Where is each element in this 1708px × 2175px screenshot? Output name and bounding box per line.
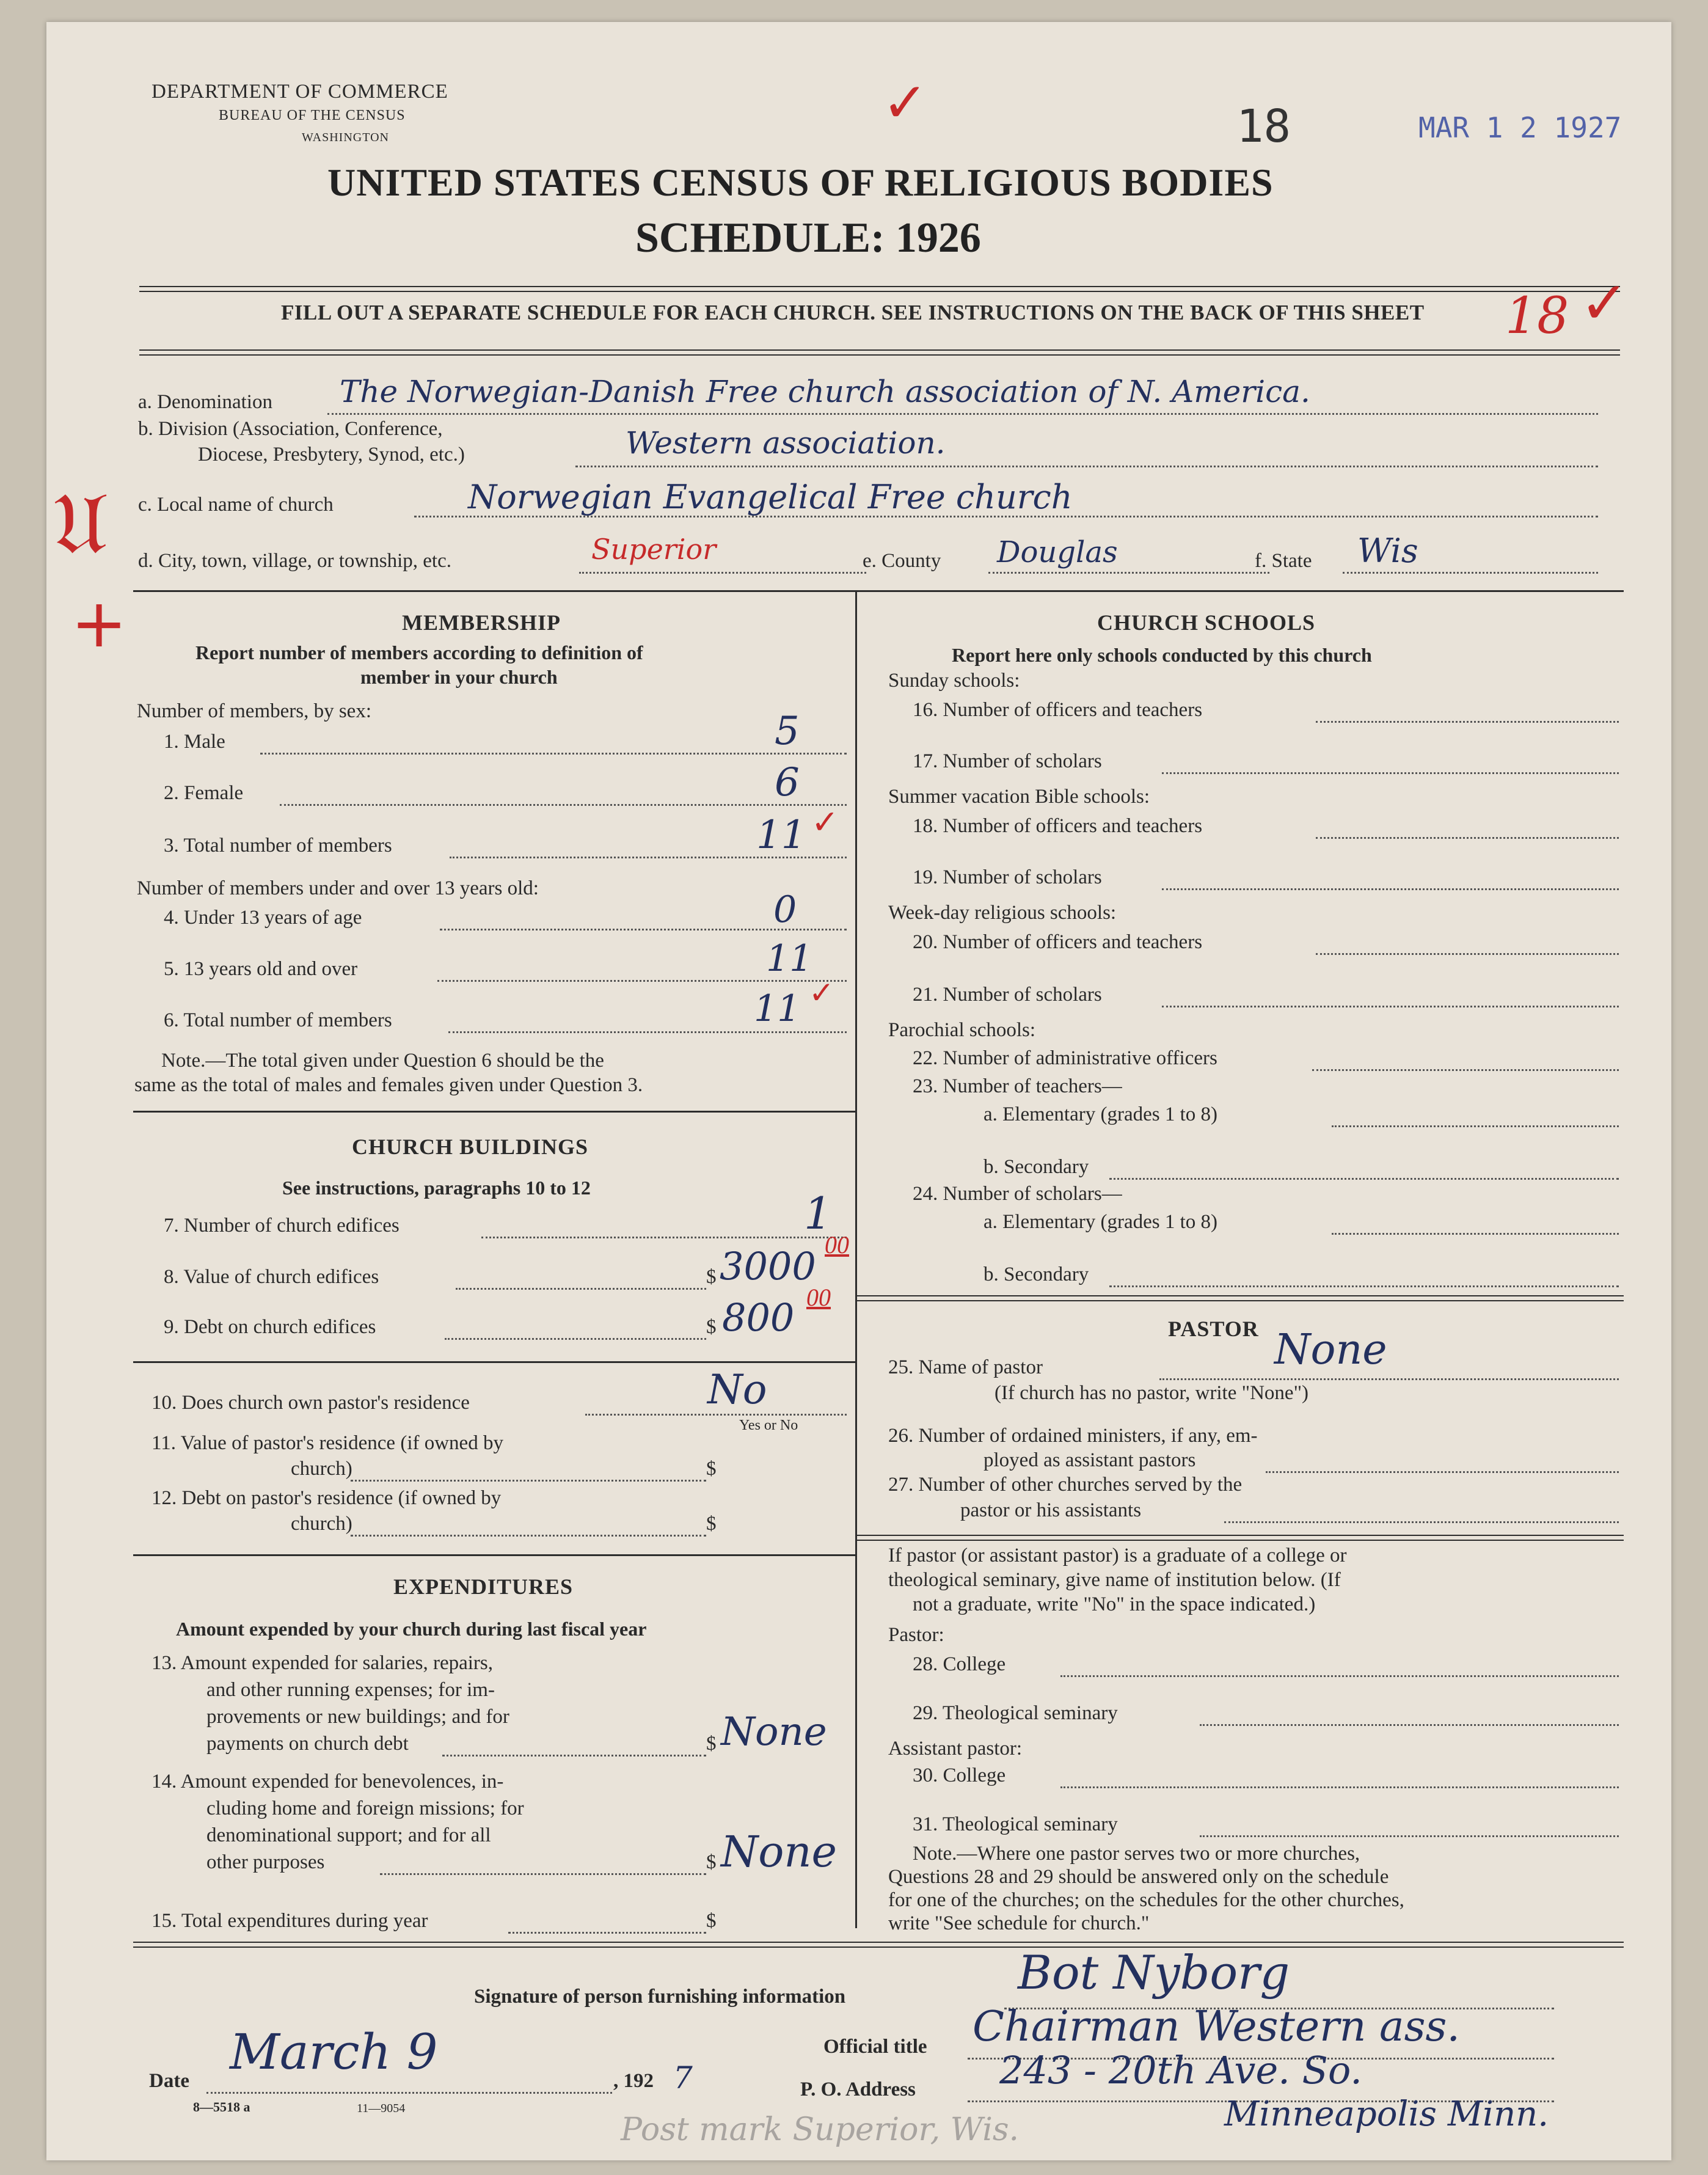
q27-line: [1224, 1521, 1619, 1523]
q13-label-3: provements or new buildings; and for: [206, 1706, 509, 1728]
q28-label: 28. College: [913, 1653, 1006, 1675]
q5-value: 11: [766, 937, 813, 980]
q14-label-4: other purposes: [206, 1851, 325, 1873]
date-line: [206, 2092, 612, 2094]
q3-check-icon: ✓: [811, 804, 839, 841]
q5-line: [437, 980, 847, 982]
q8-cents: 00: [825, 1231, 849, 1259]
check-mark-icon: ✓: [882, 73, 929, 134]
red-annotation: 18: [1505, 287, 1569, 345]
year-digit: 7: [673, 2060, 693, 2096]
q25-line: [1159, 1378, 1619, 1380]
county-value: Douglas: [997, 535, 1118, 569]
state-line: [1343, 572, 1598, 574]
red-plus-mark: +: [71, 584, 128, 662]
q4-label: 4. Under 13 years of age: [164, 907, 362, 929]
q31-line: [1200, 1835, 1619, 1837]
q11-line: [351, 1480, 706, 1482]
division-label: b. Division (Association, Conference,: [138, 418, 443, 440]
census-schedule-sheet: [46, 22, 1671, 2160]
q29-line: [1200, 1724, 1619, 1726]
city-value: Superior: [591, 533, 717, 566]
q30-label: 30. College: [913, 1764, 1006, 1786]
column-divider: [855, 590, 857, 1928]
header-rule: [139, 286, 1620, 292]
q3-label: 3. Total number of members: [164, 835, 392, 857]
q27-label: 27. Number of other churches served by the: [888, 1474, 1243, 1496]
q20-line: [1316, 953, 1619, 955]
q13-label-2: and other running expenses; for im-: [206, 1679, 495, 1701]
schools-title: CHURCH SCHOOLS: [1097, 610, 1316, 635]
membership-note: Note.—The total given under Question 6 should be the: [161, 1050, 604, 1072]
signature-value: Bot Nyborg: [1018, 1945, 1290, 2000]
q10-line: [585, 1414, 847, 1416]
q22-label: 22. Number of administrative officers: [913, 1047, 1217, 1069]
print-number: 11—9054: [357, 2102, 406, 2115]
q17-line: [1162, 772, 1619, 774]
graduate-text-3: not a graduate, write "No" in the space indicated.): [913, 1593, 1316, 1615]
division-value: Western association.: [626, 425, 946, 461]
schedule-title: SCHEDULE: 1926: [635, 214, 981, 261]
denomination-line: [327, 413, 1598, 415]
q14-line: [380, 1873, 706, 1875]
q21-label: 21. Number of scholars: [913, 984, 1102, 1006]
q25-value: None: [1274, 1326, 1387, 1374]
q26-label: 26. Number of ordained ministers, if any, em-: [888, 1425, 1258, 1447]
q6-value: 11: [754, 987, 801, 1030]
q8-label: 8. Value of church edifices: [164, 1266, 379, 1288]
red-margin-mark: 𝔘: [53, 474, 108, 574]
q21-line: [1162, 1006, 1619, 1007]
q23-label: 23. Number of teachers—: [913, 1075, 1122, 1097]
buildings-title: CHURCH BUILDINGS: [352, 1135, 589, 1159]
q12-label: 12. Debt on pastor's residence (if owned by: [151, 1487, 502, 1509]
q25-note: (If church has no pastor, write "None"): [995, 1382, 1309, 1404]
schools-sub: Report here only schools conducted by this church: [952, 644, 1372, 666]
po-address-value: 243 - 20th Ave. So.: [999, 2048, 1362, 2093]
q15-dollar: $: [706, 1910, 717, 1932]
county-label: e. County: [863, 550, 941, 572]
q6-line: [448, 1031, 847, 1033]
q16-line: [1316, 721, 1619, 723]
q1-line: [260, 753, 847, 755]
year-prefix: , 192: [613, 2070, 654, 2092]
pastor-heading: Pastor:: [888, 1624, 944, 1646]
header-rule-2: [139, 349, 1620, 356]
weekday-heading: Week-day religious schools:: [888, 902, 1117, 924]
q13-label-4: payments on church debt: [206, 1733, 409, 1755]
q14-dollar: $: [706, 1851, 717, 1873]
q7-label: 7. Number of church edifices: [164, 1215, 400, 1237]
q15-label: 15. Total expenditures during year: [151, 1910, 428, 1932]
q16-label: 16. Number of officers and teachers: [913, 699, 1203, 721]
q24a-label: a. Elementary (grades 1 to 8): [984, 1211, 1218, 1233]
q9-value: 800: [722, 1295, 795, 1340]
date-value: March 9: [230, 2023, 438, 2080]
q10-value: No: [707, 1366, 767, 1413]
q28-line: [1060, 1675, 1619, 1677]
q2-label: 2. Female: [164, 782, 244, 804]
q11-dollar: $: [706, 1458, 717, 1480]
q26-label-2: ployed as assistant pastors: [984, 1449, 1196, 1471]
schools-end-rule: [855, 1295, 1624, 1301]
stamp-number: 18: [1236, 100, 1291, 153]
date-label: Date: [149, 2070, 189, 2092]
q3-value: 11: [756, 813, 806, 858]
pastor-note-2: Questions 28 and 29 should be answered only on the schedule: [888, 1866, 1389, 1888]
q15-line: [508, 1932, 706, 1934]
membership-intro: Report number of members according to definition of: [195, 642, 643, 663]
q24-label: 24. Number of scholars—: [913, 1183, 1122, 1205]
q25-label: 25. Name of pastor: [888, 1356, 1043, 1378]
q2-line: [280, 804, 847, 806]
sunday-heading: Sunday schools:: [888, 670, 1020, 692]
q20-label: 20. Number of officers and teachers: [913, 931, 1203, 953]
expenditures-title: EXPENDITURES: [393, 1574, 574, 1599]
yes-no-caption: Yes or No: [739, 1417, 798, 1433]
buildings-mid-rule: [133, 1361, 855, 1363]
instruction-line: FILL OUT A SEPARATE SCHEDULE FOR EACH CHURCH. SEE INSTRUCTIONS ON THE BACK OF THIS SHEET: [281, 301, 1425, 324]
summer-heading: Summer vacation Bible schools:: [888, 786, 1150, 808]
q8-line: [456, 1288, 706, 1290]
church-name-label: c. Local name of church: [138, 494, 334, 516]
q13-value: None: [721, 1709, 827, 1755]
expenditures-sub: Amount expended by your church during last fiscal year: [176, 1618, 647, 1640]
q13-label: 13. Amount expended for salaries, repairs,: [151, 1652, 494, 1674]
parochial-heading: Parochial schools:: [888, 1019, 1036, 1041]
q23a-line: [1332, 1125, 1619, 1127]
q11-label-2: church): [291, 1458, 352, 1480]
q5-label: 5. 13 years old and over: [164, 958, 358, 980]
q27-label-2: pastor or his assistants: [960, 1499, 1142, 1521]
q2-value: 6: [775, 760, 800, 805]
denomination-value: The Norwegian-Danish Free church association of N. America.: [340, 374, 1310, 409]
signature-label: Signature of person furnishing information: [474, 1986, 846, 2008]
q22-line: [1312, 1069, 1619, 1071]
official-title-value: Chairman Western ass.: [973, 2003, 1460, 2051]
q26-line: [1266, 1471, 1619, 1473]
q18-label: 18. Number of officers and teachers: [913, 815, 1203, 837]
q23a-label: a. Elementary (grades 1 to 8): [984, 1103, 1218, 1125]
city-label: d. City, town, village, or township, etc.: [138, 550, 451, 572]
form-number: 8—5518 a: [193, 2099, 250, 2115]
buildings-end-rule: [133, 1554, 855, 1556]
pastor-mid-rule: [855, 1535, 1624, 1541]
q11-label: 11. Value of pastor's residence (if owned by: [151, 1432, 503, 1454]
q24b-line: [1109, 1285, 1619, 1287]
q29-label: 29. Theological seminary: [913, 1702, 1118, 1724]
q9-label: 9. Debt on church edifices: [164, 1316, 376, 1338]
q4-value: 0: [773, 888, 797, 931]
county-line: [988, 572, 1269, 574]
by-sex-heading: Number of members, by sex:: [137, 700, 371, 722]
q12-dollar: $: [706, 1513, 717, 1535]
q24a-line: [1332, 1233, 1619, 1235]
membership-end-rule: [133, 1111, 855, 1113]
q8-dollar: $: [706, 1266, 717, 1288]
q23b-line: [1109, 1178, 1619, 1180]
signature-rule: [133, 1942, 1624, 1948]
q19-line: [1162, 888, 1619, 890]
q13-dollar: $: [706, 1733, 717, 1755]
pastor-note: Note.—Where one pastor serves two or more churches,: [913, 1843, 1360, 1865]
q17-label: 17. Number of scholars: [913, 750, 1102, 772]
q24b-label: b. Secondary: [984, 1263, 1089, 1285]
q12-line: [351, 1535, 706, 1537]
q31-label: 31. Theological seminary: [913, 1813, 1118, 1835]
q14-label-2: cluding home and foreign missions; for: [206, 1797, 524, 1819]
q19-label: 19. Number of scholars: [913, 866, 1102, 888]
q9-dollar: $: [706, 1316, 717, 1338]
church-name-value: Norwegian Evangelical Free church: [468, 478, 1073, 516]
buildings-sub: See instructions, paragraphs 10 to 12: [282, 1177, 591, 1199]
official-title-label: Official title: [823, 2036, 927, 2058]
pencil-note: Post mark Superior, Wis.: [621, 2111, 1020, 2148]
pastor-note-3: for one of the churches; on the schedules for the other churches,: [888, 1889, 1404, 1911]
q14-value: None: [721, 1827, 837, 1877]
division-label-2: Diocese, Presbytery, Synod, etc.): [198, 444, 465, 466]
membership-note-2: same as the total of males and females given under Question 3.: [134, 1074, 643, 1096]
q6-check-icon: ✓: [809, 976, 834, 1010]
red-check-icon: ✓: [1580, 271, 1629, 336]
graduate-text-2: theological seminary, give name of institution below. (If: [888, 1569, 1341, 1591]
q14-label-3: denominational support; and for all: [206, 1824, 491, 1846]
q30-line: [1060, 1786, 1619, 1788]
q7-value: 1: [804, 1188, 832, 1239]
denomination-label: a. Denomination: [138, 391, 272, 413]
po-address-label: P. O. Address: [800, 2078, 916, 2100]
asst-heading: Assistant pastor:: [888, 1738, 1023, 1760]
q12-label-2: church): [291, 1513, 352, 1535]
city-line: [579, 572, 866, 574]
graduate-text: If pastor (or assistant pastor) is a graduate of a college or: [888, 1544, 1347, 1566]
q23b-label: b. Secondary: [984, 1156, 1089, 1178]
q1-value: 5: [775, 709, 800, 754]
q9-cents: 00: [806, 1284, 831, 1311]
q8-value: 3000: [720, 1244, 816, 1289]
state-label: f. State: [1255, 550, 1312, 572]
state-value: Wis: [1357, 532, 1418, 570]
po-city-value: Minneapolis Minn.: [1224, 2094, 1549, 2134]
q7-line: [481, 1237, 847, 1238]
pastor-note-4: write "See schedule for church.": [888, 1912, 1150, 1934]
age-heading: Number of members under and over 13 years old:: [137, 877, 539, 899]
q10-label: 10. Does church own pastor's residence: [151, 1392, 470, 1414]
q6-label: 6. Total number of members: [164, 1009, 392, 1031]
membership-intro-2: member in your church: [360, 666, 558, 688]
dept-name: DEPARTMENT OF COMMERCE: [151, 81, 448, 103]
division-line: [575, 466, 1598, 467]
membership-title: MEMBERSHIP: [402, 610, 561, 635]
q14-label: 14. Amount expended for benevolences, in-: [151, 1771, 504, 1793]
q13-line: [442, 1755, 706, 1756]
pastor-title: PASTOR: [1168, 1317, 1259, 1341]
q9-line: [445, 1338, 706, 1340]
q18-line: [1316, 837, 1619, 839]
bureau-name: BUREAU OF THE CENSUS: [219, 108, 406, 123]
bureau-city: WASHINGTON: [302, 131, 389, 144]
form-title: UNITED STATES CENSUS OF RELIGIOUS BODIES: [327, 161, 1274, 204]
date-stamp: MAR 1 2 1927: [1418, 111, 1622, 144]
body-top-rule: [133, 590, 1624, 592]
q1-label: 1. Male: [164, 731, 225, 753]
